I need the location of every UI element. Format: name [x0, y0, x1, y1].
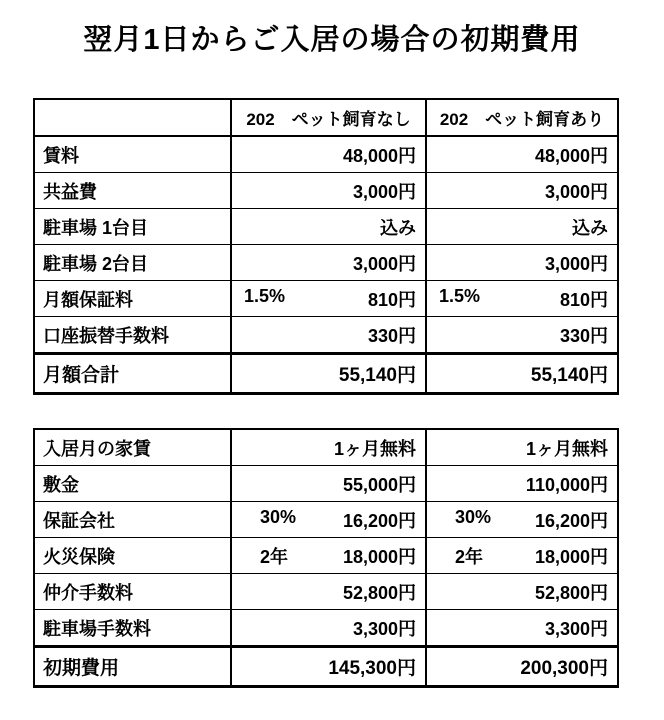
total-amount-with-pet	[426, 647, 618, 687]
row-label: 月額保証料	[34, 281, 231, 317]
cell-with-pet	[426, 466, 618, 502]
amount-value: 55,140円	[530, 365, 608, 386]
amount-value: 48,000円	[534, 145, 608, 166]
rate-prefix: 2年	[260, 546, 289, 567]
cell-no-pet	[231, 209, 426, 245]
page-title: 翌月1日からご入居の場合の初期費用	[83, 24, 581, 56]
amount-value: 3,000円	[544, 253, 608, 274]
cell-with-pet	[426, 317, 618, 354]
amount-value: 18,000円	[534, 546, 608, 567]
amount-value: 1ヶ月無料	[525, 438, 608, 459]
cell-no-pet	[231, 610, 426, 647]
amount-value: 3,000円	[352, 181, 416, 202]
monthly-cost-table	[33, 98, 619, 395]
cell-with-pet	[426, 502, 618, 538]
cell-with-pet	[426, 209, 618, 245]
cell-no-pet	[231, 281, 426, 317]
rate-prefix: 30%	[260, 506, 297, 527]
amount-value: 48,000円	[342, 145, 416, 166]
amount-value: 810円	[367, 289, 416, 310]
table-row	[34, 538, 618, 574]
cell-no-pet	[231, 502, 426, 538]
cell-with-pet	[426, 245, 618, 281]
table-header-row	[34, 99, 618, 136]
column-header-empty	[34, 99, 231, 136]
total-amount-no-pet	[231, 354, 426, 394]
column-header-with-pet: 202 ペット飼育あり	[426, 99, 618, 136]
amount-value: 3,300円	[544, 618, 608, 639]
amount-value: 330円	[559, 325, 608, 346]
rate-prefix: 30%	[455, 506, 492, 527]
rate-prefix: 1.5%	[244, 285, 286, 306]
amount-value: 3,300円	[352, 618, 416, 639]
cell-with-pet	[426, 574, 618, 610]
amount-value: 3,000円	[352, 253, 416, 274]
table-row	[34, 281, 618, 317]
row-label: 敷金	[34, 466, 231, 502]
table-row	[34, 245, 618, 281]
amount-value: 1ヶ月無料	[333, 438, 416, 459]
table-row	[34, 610, 618, 647]
table-row	[34, 136, 618, 173]
cell-with-pet	[426, 173, 618, 209]
amount-value: 52,800円	[534, 582, 608, 603]
amount-value: 810円	[559, 289, 608, 310]
row-label: 駐車場手数料	[34, 610, 231, 647]
row-label: 口座振替手数料	[34, 317, 231, 354]
total-row	[34, 647, 618, 687]
amount-value: 200,300円	[520, 658, 608, 679]
initial-cost-table	[33, 428, 619, 688]
table-row	[34, 209, 618, 245]
amount-value: 55,000円	[342, 474, 416, 495]
amount-value: 込み	[572, 217, 608, 238]
table-row	[34, 173, 618, 209]
amount-value: 16,200円	[534, 510, 608, 531]
total-row	[34, 354, 618, 394]
rate-prefix: 2年	[455, 546, 484, 567]
amount-value: 52,800円	[342, 582, 416, 603]
column-header-no-pet: 202 ペット飼育なし	[231, 99, 426, 136]
amount-value: 145,300円	[328, 658, 416, 679]
table-row	[34, 502, 618, 538]
cell-no-pet	[231, 429, 426, 466]
cell-no-pet	[231, 574, 426, 610]
total-label: 月額合計	[34, 354, 231, 394]
amount-value: 55,140円	[338, 365, 416, 386]
row-label: 駐車場 1台目	[34, 209, 231, 245]
row-label: 火災保険	[34, 538, 231, 574]
row-label: 駐車場 2台目	[34, 245, 231, 281]
cell-with-pet	[426, 281, 618, 317]
table-row	[34, 429, 618, 466]
table-row	[34, 574, 618, 610]
row-label: 共益費	[34, 173, 231, 209]
cell-no-pet	[231, 173, 426, 209]
row-label: 入居月の家賃	[34, 429, 231, 466]
amount-value: 込み	[380, 217, 416, 238]
cell-with-pet	[426, 610, 618, 647]
cell-with-pet	[426, 429, 618, 466]
rate-prefix: 1.5%	[439, 285, 481, 306]
row-label: 保証会社	[34, 502, 231, 538]
cell-with-pet	[426, 538, 618, 574]
amount-value: 330円	[367, 325, 416, 346]
amount-value: 16,200円	[342, 510, 416, 531]
amount-value: 3,000円	[544, 181, 608, 202]
table-row	[34, 466, 618, 502]
row-label: 賃料	[34, 136, 231, 173]
row-label: 仲介手数料	[34, 574, 231, 610]
cell-with-pet	[426, 136, 618, 173]
amount-value: 110,000円	[525, 474, 608, 495]
amount-value: 18,000円	[342, 546, 416, 567]
cell-no-pet	[231, 538, 426, 574]
cell-no-pet	[231, 245, 426, 281]
total-amount-no-pet	[231, 647, 426, 687]
cell-no-pet	[231, 136, 426, 173]
total-amount-with-pet	[426, 354, 618, 394]
table-row	[34, 317, 618, 354]
cell-no-pet	[231, 317, 426, 354]
total-label: 初期費用	[34, 647, 231, 687]
cell-no-pet	[231, 466, 426, 502]
